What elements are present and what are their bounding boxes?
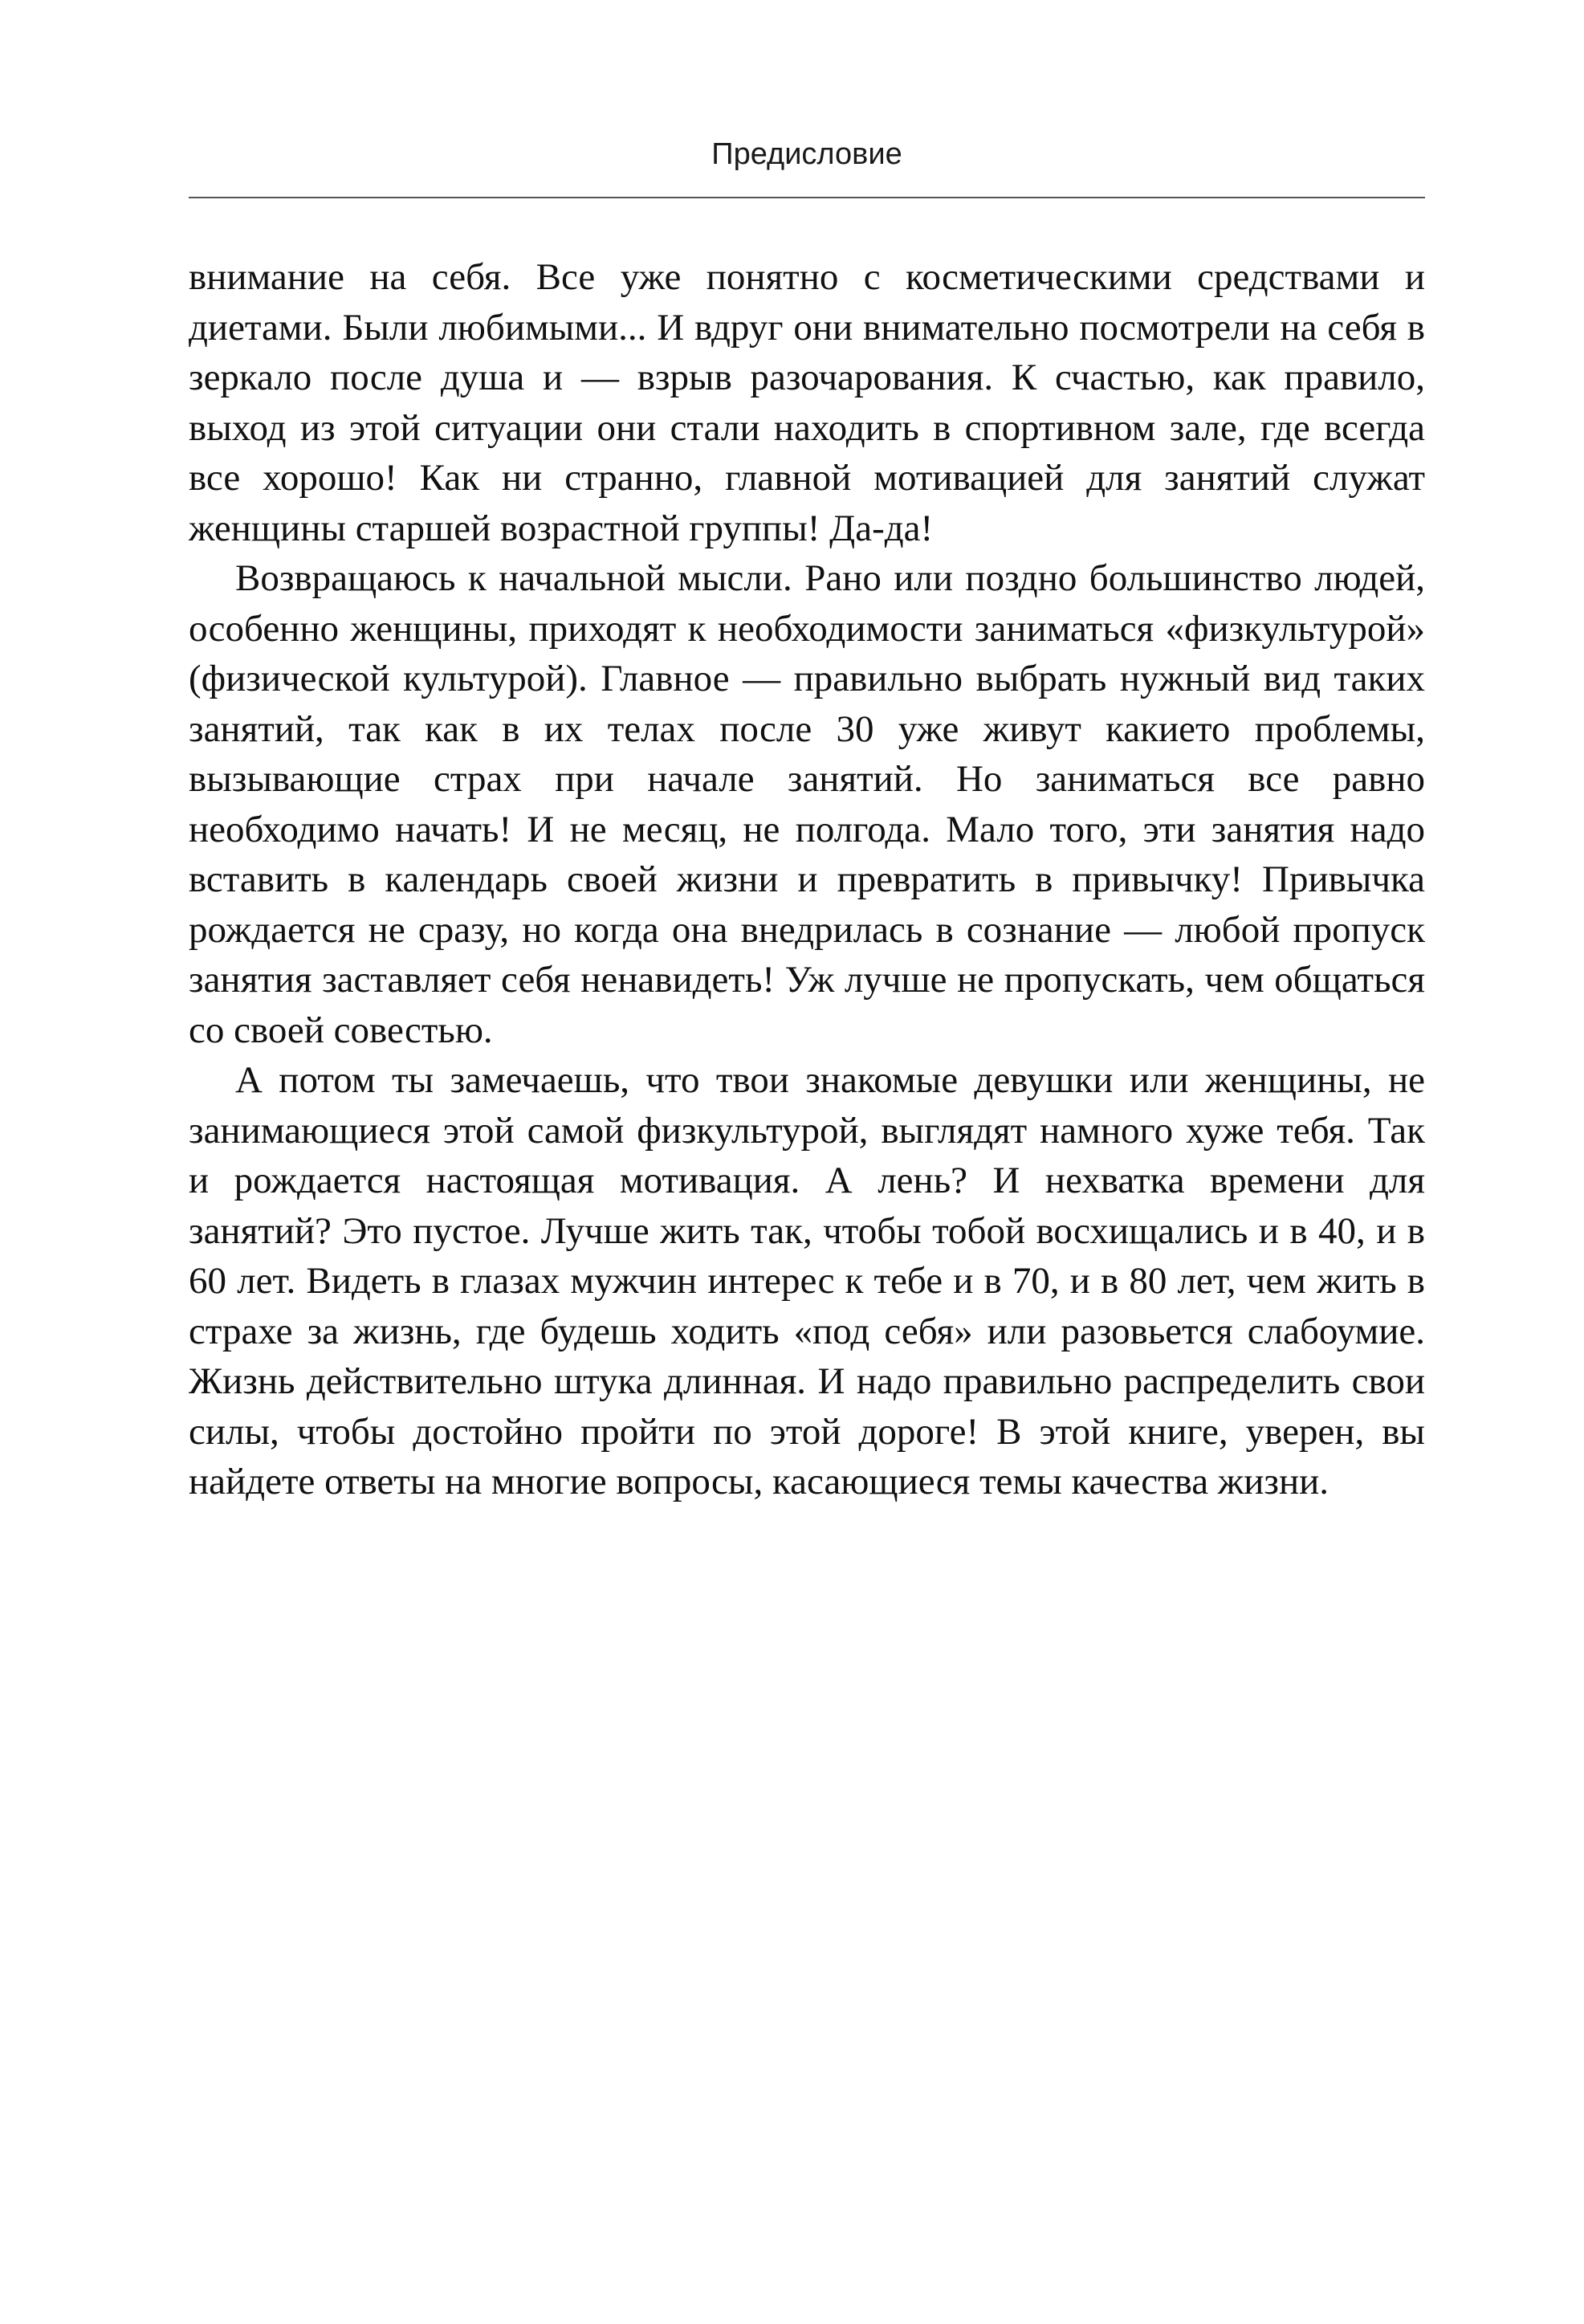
- running-head: Предисловие: [711, 137, 902, 171]
- header-rule: [189, 197, 1425, 198]
- paragraph-2: Возвращаюсь к начальной мысли. Рано или поздно большинство людей, особенно женщины, приходят к необходимости заниматься «физкультурой» (физической культурой). Главное — правильно выбрать нужный вид таких занятий, так как в их телах после 30 уже живут какието проблемы, вызывающие страх при начале занятий. Но заниматься все равно необходимо начать! И не месяц, не полгода. Мало того, эти занятия надо вставить в календарь своей жизни и превратить в привычку! Привычка рождается не сразу, но когда она внедрилась в сознание — любой пропуск занятия заставляет себя ненавидеть! Уж лучше не пропускать, чем общаться со своей совестью.: [189, 557, 1425, 1051]
- paragraph-3: А потом ты замечаешь, что твои знакомые девушки или женщины, не занимающиеся этой самой физкультурой, выглядят намного хуже тебя. Так и рождается настоящая мотивация. А лень? И нехватка времени для занятий? Это пустое. Лучше жить так, чтобы тобой восхищались и в 40, и в 60 лет. Видеть в глазах мужчин интерес к тебе и в 70, и в 80 лет, чем жить в страхе за жизнь, где будешь ходить «под себя» или разовьется слабоумие. Жизнь действительно штука длинная. И надо правильно распределить свои силы, чтобы достойно пройти по этой дороге! В этой книге, уверен, вы найдете ответы на многие вопросы, касающиеся темы качества жизни.: [189, 1059, 1425, 1502]
- body-text: [189, 252, 1425, 1507]
- paragraph-1: внимание на себя. Все уже понятно с косметическими средствами и диетами. Были любимыми... И вдруг они внимательно посмотрели на себя в зеркало после душа и — взрыв разочарования. К счастью, как правило, выход из этой ситуации они стали находить в спортивном зале, где всегда все хорошо! Как ни странно, главной мотивацией для занятий служат женщины старшей возрастной группы! Да-да!: [189, 256, 1425, 549]
